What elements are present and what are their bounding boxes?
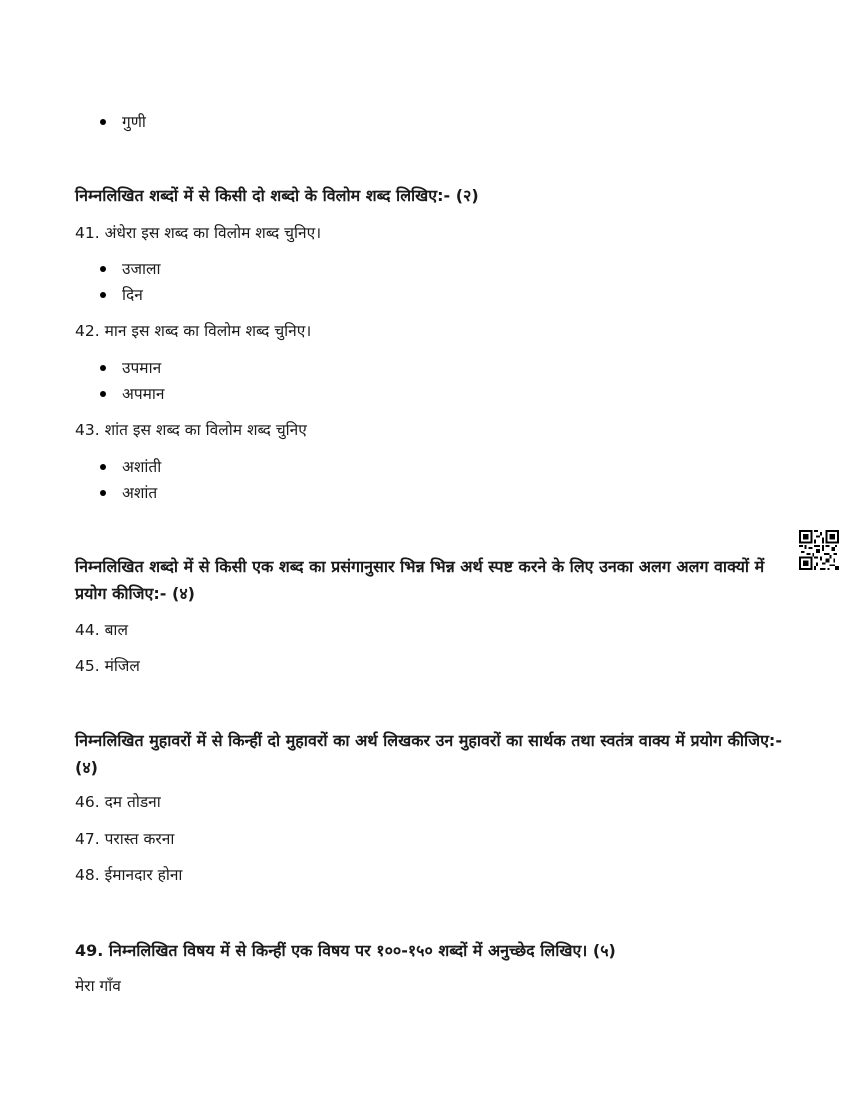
- question-43: 43. शांत इस शब्द का विलोम शब्द चुनिए: [75, 421, 307, 439]
- list-item: [100, 357, 161, 379]
- question-41: 41. अंधेरा इस शब्द का विलोम शब्द चुनिए।: [75, 224, 322, 242]
- option-text: दिन: [122, 286, 143, 304]
- question-48: 48. ईमानदार होना: [75, 866, 183, 884]
- bullet-icon: [100, 266, 106, 272]
- bullet-icon: [100, 391, 106, 397]
- list-item: [100, 482, 157, 504]
- question-46: 46. दम तोडना: [75, 793, 161, 811]
- option-text: अशांती: [122, 458, 162, 476]
- bullet-icon: [100, 119, 106, 125]
- list-item: [100, 456, 161, 478]
- essay-topic: मेरा गाँव: [75, 977, 121, 995]
- bullet-icon: [100, 292, 106, 298]
- option-text: अपमान: [122, 385, 165, 403]
- section-heading-antonyms: निम्नलिखित शब्दों में से किसी दो शब्दो के विलोम शब्द लिखिए:- (२): [75, 186, 479, 205]
- question-47: 47. परास्त करना: [75, 830, 175, 848]
- question-42: 42. मान इस शब्द का विलोम शब्द चुनिए।: [75, 322, 312, 340]
- option-text: उजाला: [122, 260, 161, 278]
- question-44: 44. बाल: [75, 621, 128, 639]
- qr-code-icon: [799, 530, 839, 570]
- option-text: गुणी: [122, 113, 146, 131]
- list-item: [100, 258, 161, 280]
- option-text: उपमान: [122, 359, 162, 377]
- section-heading-essay: 49. निम्नलिखित विषय में से किन्हीं एक विषय पर १००-१५० शब्दों में अनुच्छेद लिखिए। (५): [75, 941, 616, 960]
- list-item: [100, 383, 165, 405]
- bullet-icon: [100, 365, 106, 371]
- section-heading-idioms: निम्नलिखित मुहावरों में से किन्हीं दो मुहावरों का अर्थ लिखकर उन मुहावरों का सार्थक तथा स्वतंत्र वाक्य में प्रयोग कीजिए:- (४): [75, 731, 782, 777]
- bullet-icon: [100, 490, 106, 496]
- question-45: 45. मंजिल: [75, 657, 140, 675]
- bullet-icon: [100, 464, 106, 470]
- list-item: [100, 284, 143, 306]
- section-heading-usage: निम्नलिखित शब्दो में से किसी एक शब्द का प्रसंगानुसार भिन्न भिन्न अर्थ स्पष्ट करने के लिए उनका अलग अलग वाक्यों में प्रयोग कीजिए:- (४): [75, 557, 765, 603]
- option-text: अशांत: [122, 484, 158, 502]
- list-item: [100, 111, 146, 133]
